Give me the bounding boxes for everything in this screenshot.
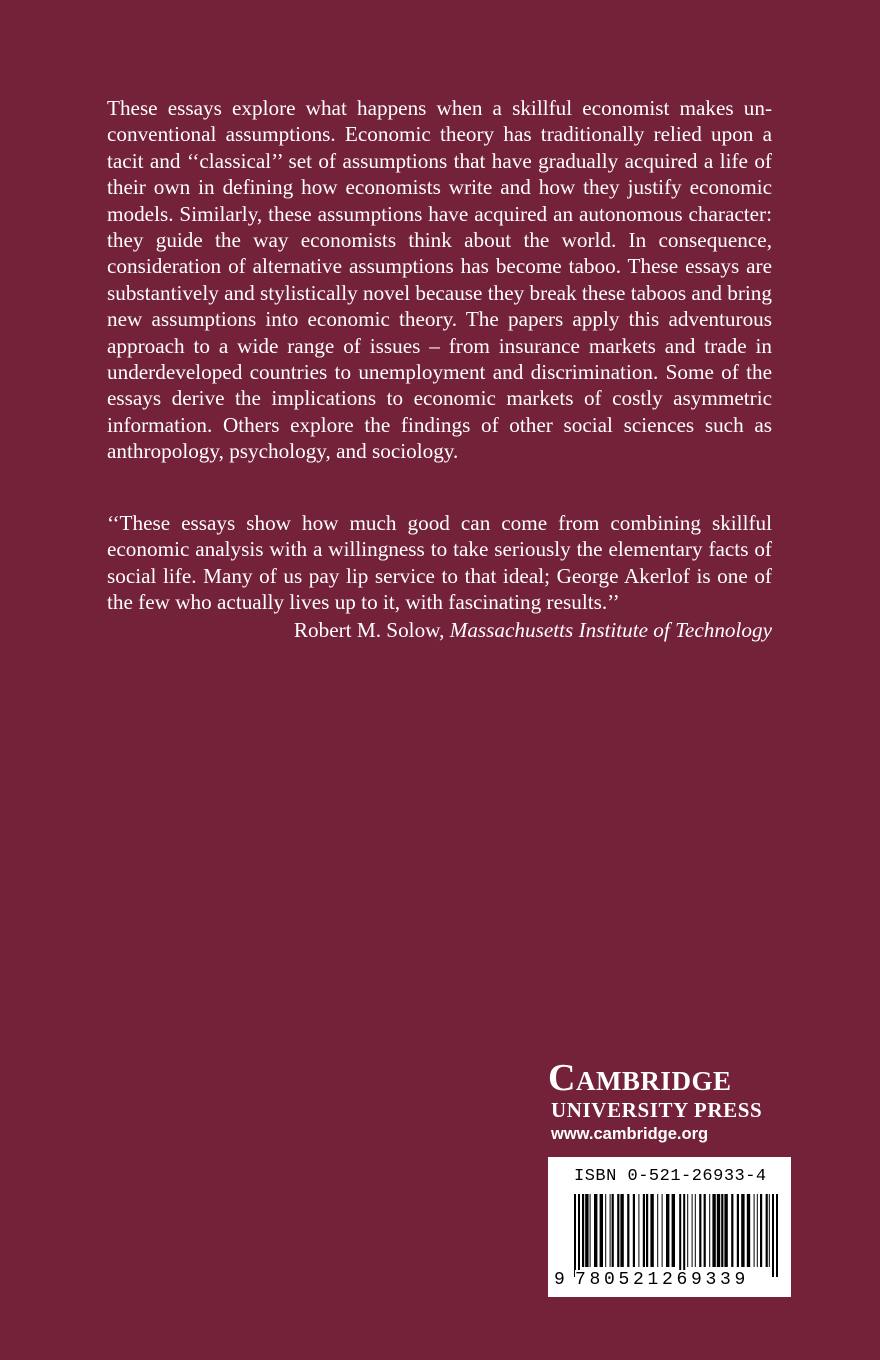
endorsement-quote: ‘‘These essays show how much good can come from combining skillful economic analysis with a willingness to take seriously the elementary facts of social life. Many of us pay lip service to that ideal; George Akerlof is one of the few who actually lives up to it, with fascinating results.’’: [107, 511, 772, 615]
barcode-bar: [672, 1194, 675, 1267]
barcode-bar: [610, 1194, 611, 1267]
barcode-bar: [766, 1194, 768, 1267]
barcode-guard-bar: [679, 1194, 681, 1277]
barcode-bar: [699, 1194, 701, 1267]
barcode-bar: [582, 1194, 584, 1267]
barcode-bar: [666, 1194, 669, 1267]
barcode-bar: [605, 1194, 606, 1267]
barcode-bar: [612, 1194, 614, 1267]
barcode-bar: [769, 1194, 770, 1267]
barcode-guard-bar: [772, 1194, 774, 1277]
barcode-bar: [695, 1194, 696, 1267]
publisher-subtitle: UNIVERSITY PRESS: [551, 1098, 763, 1122]
endorsement-attribution: [294, 617, 772, 643]
barcode-bar: [620, 1194, 623, 1267]
barcode-bar: [638, 1194, 639, 1267]
barcode-bar: [741, 1194, 744, 1267]
publisher-name: Cambridge: [548, 1057, 732, 1099]
barcode-bar: [721, 1194, 723, 1267]
ean-first-digit: 9: [554, 1270, 565, 1290]
barcode-bar: [594, 1194, 597, 1267]
barcode-bar: [692, 1194, 693, 1267]
barcode-bar: [662, 1194, 663, 1267]
barcode-bar: [687, 1194, 688, 1267]
barcode-bar: [617, 1194, 619, 1267]
publisher-logo: [548, 1058, 792, 1122]
endorser-affiliation: Massachusetts Institute of Technology: [449, 618, 772, 642]
barcode-bar: [633, 1194, 635, 1267]
barcode-bar: [646, 1194, 648, 1267]
barcode-bar: [650, 1194, 653, 1267]
ean-digits: 780521269339: [575, 1270, 750, 1290]
barcode-bar: [724, 1194, 727, 1267]
barcode-bar: [737, 1194, 739, 1267]
barcode-bar: [757, 1194, 758, 1267]
barcode-bar: [627, 1194, 629, 1267]
barcode-bar: [585, 1194, 588, 1267]
barcode-bar: [712, 1194, 715, 1267]
barcode-panel: [548, 1157, 791, 1297]
barcode-bar: [709, 1194, 710, 1267]
barcode-guard-bar: [683, 1194, 685, 1277]
barcode-bar: [754, 1194, 755, 1267]
description-blurb: These essays explore what happens when a skillful economist makes unconventional assumptions. Economic theory has traditionally relied upon a tacit and ‘‘classical’’ set of assumptions that have gradually acquired a life of their own in defining how economists write and how they justify economic models. Similarly, these assumptions have acquired an autonomous character: they guide the way economists think about the world. In consequence, consideration of alternative assumptions has become taboo. These essays are substantively and stylistically novel because they break these taboos and bring new assumptions into economic theory. The papers apply this adventurous approach to a wide range of issues – from insurance markets and trade in underdeveloped countries to unemployment and discrimination. Some of the essays derive the implications to economic markets of costly asymmetric information. Others explore the findings of other social sciences such as anthropology, psychology, and sociology.: [107, 96, 772, 464]
barcode-bar: [643, 1194, 645, 1267]
barcode-bar: [747, 1194, 750, 1267]
barcode-guard-bar: [578, 1194, 580, 1277]
barcode-bar: [731, 1194, 733, 1267]
barcode-bar: [657, 1194, 658, 1267]
barcode-guard-bar: [776, 1194, 778, 1277]
barcode-bar: [760, 1194, 762, 1267]
barcode-bar: [717, 1194, 720, 1267]
barcode-bar: [590, 1194, 591, 1267]
barcode-bar: [600, 1194, 603, 1267]
publisher-website: www.cambridge.org: [551, 1125, 709, 1143]
barcode-guard-bar: [574, 1194, 576, 1277]
barcode-bar: [704, 1194, 706, 1267]
endorser-name: Robert M. Solow,: [293, 618, 445, 642]
isbn-label: ISBN 0-521-26933-4: [574, 1167, 767, 1186]
